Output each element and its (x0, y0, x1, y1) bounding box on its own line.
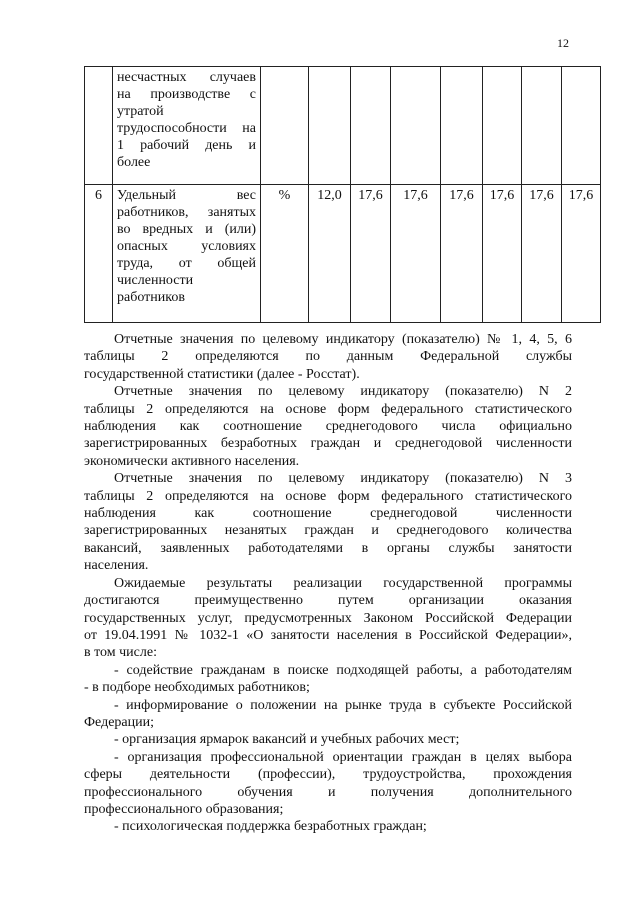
indicator-name-line: 1 рабочий день и (117, 138, 256, 153)
paragraph-line: достигаются преимущественно путем организации оказания (84, 593, 572, 609)
paragraph-line: - информирование о положении на рынке труда в субъекте Российской (114, 697, 572, 713)
paragraph (84, 749, 572, 819)
body-text (84, 331, 572, 836)
indicator-name-line: утратой (117, 104, 164, 119)
value-cell: 17,6 (522, 185, 562, 323)
row-index-cell: 6 (85, 185, 113, 323)
value-cell: 17,6 (391, 185, 441, 323)
value-cell (351, 67, 391, 185)
value-cell (441, 67, 483, 185)
indicator-name-cell (113, 185, 261, 323)
paragraph-line: Ожидаемые результаты реализации государственной программы (114, 575, 572, 591)
value-cell (483, 67, 522, 185)
paragraph-line: сферы деятельности (профессии), трудоустройства, прохождения (84, 767, 572, 783)
paragraph (84, 731, 572, 748)
paragraph-line: государственной статистики (далее - Росстат). (84, 366, 360, 382)
page-number: 12 (557, 36, 569, 50)
paragraph (84, 470, 572, 574)
paragraph-line: Федерации; (84, 714, 155, 730)
paragraph-line: зарегистрированных безработных граждан и среднегодовой численности (84, 436, 572, 452)
paragraph (84, 383, 572, 470)
paragraph-line: экономически активного населения. (84, 453, 300, 469)
table-row (85, 185, 601, 323)
indicator-name-line: несчастных случаев (117, 70, 256, 85)
paragraph-line: - в подборе необходимых работников; (84, 680, 310, 696)
paragraph-line: от 19.04.1991 № 1032-1 «О занятости населения в Российской Федерации», (84, 627, 572, 643)
paragraph (84, 662, 572, 697)
indicator-name-line: опасных условиях (117, 239, 256, 254)
paragraph (84, 697, 572, 732)
indicator-name-line: работников, занятых (117, 205, 256, 220)
paragraph-line: наблюдения как соотношение среднегодового числа официально (84, 419, 572, 435)
indicator-name-line: Удельный вес (117, 188, 256, 203)
paragraph-line: населения. (84, 558, 149, 574)
indicator-name-line: трудоспособности на (117, 121, 256, 136)
indicator-name-line: труда, от общей (117, 256, 256, 271)
paragraph-line: Отчетные значения по целевому индикатору (показателю) N 2 (114, 384, 572, 400)
indicator-name-line: во вредных и (или) (117, 222, 256, 237)
paragraph-line: зарегистрированных незанятых граждан и среднегодового количества (84, 523, 572, 539)
value-cell: 17,6 (483, 185, 522, 323)
paragraph (84, 331, 572, 383)
value-cell: 17,6 (351, 185, 391, 323)
value-cell: 17,6 (562, 185, 601, 323)
unit-cell (261, 67, 309, 185)
value-cell (309, 67, 351, 185)
paragraph (84, 818, 572, 835)
value-cell (391, 67, 441, 185)
indicators-table (84, 66, 601, 323)
paragraph-line: Отчетные значения по целевому индикатору (показателю) N 3 (114, 471, 572, 487)
indicator-name-cell (113, 67, 261, 185)
paragraph-line: таблицы 2 определяются на основе форм федерального статистического (84, 488, 572, 504)
paragraph-line: - организация ярмарок вакансий и учебных рабочих мест; (114, 732, 460, 748)
paragraph-line: - организация профессиональной ориентации граждан в целях выбора (114, 749, 572, 765)
indicator-name-line: на производстве с (117, 87, 256, 102)
paragraph-line: в том числе: (84, 645, 157, 661)
indicator-name-line: более (117, 155, 151, 170)
paragraph (84, 575, 572, 662)
paragraph-line: вакансий, заявленных работодателями в органы службы занятости (84, 540, 572, 556)
indicators-table-body (85, 67, 601, 323)
value-cell: 12,0 (309, 185, 351, 323)
value-cell: 17,6 (441, 185, 483, 323)
value-cell (562, 67, 601, 185)
paragraph-line: государственных услуг, предусмотренных Законом Российской Федерации (84, 610, 572, 626)
paragraph-line: профессионального обучения и получения дополнительного (84, 784, 572, 800)
paragraph-line: наблюдения как соотношение среднегодовой численности (84, 506, 572, 522)
paragraph-line: Отчетные значения по целевому индикатору (показателю) № 1, 4, 5, 6 (114, 332, 572, 347)
paragraph-line: - содействие гражданам в поиске подходящей работы, а работодателям (114, 662, 572, 678)
paragraph-line: профессионального образования; (84, 801, 284, 817)
unit-cell: % (261, 185, 309, 323)
paragraph-line: - психологическая поддержка безработных граждан; (114, 819, 427, 835)
indicator-name-line: работников (117, 290, 185, 305)
value-cell (522, 67, 562, 185)
paragraph-line: таблицы 2 определяются по данным Федеральной службы (84, 349, 572, 365)
row-index-cell (85, 67, 113, 185)
paragraph-line: таблицы 2 определяются на основе форм федерального статистического (84, 401, 572, 417)
indicator-name-line: численности (117, 273, 194, 288)
table-row (85, 67, 601, 185)
